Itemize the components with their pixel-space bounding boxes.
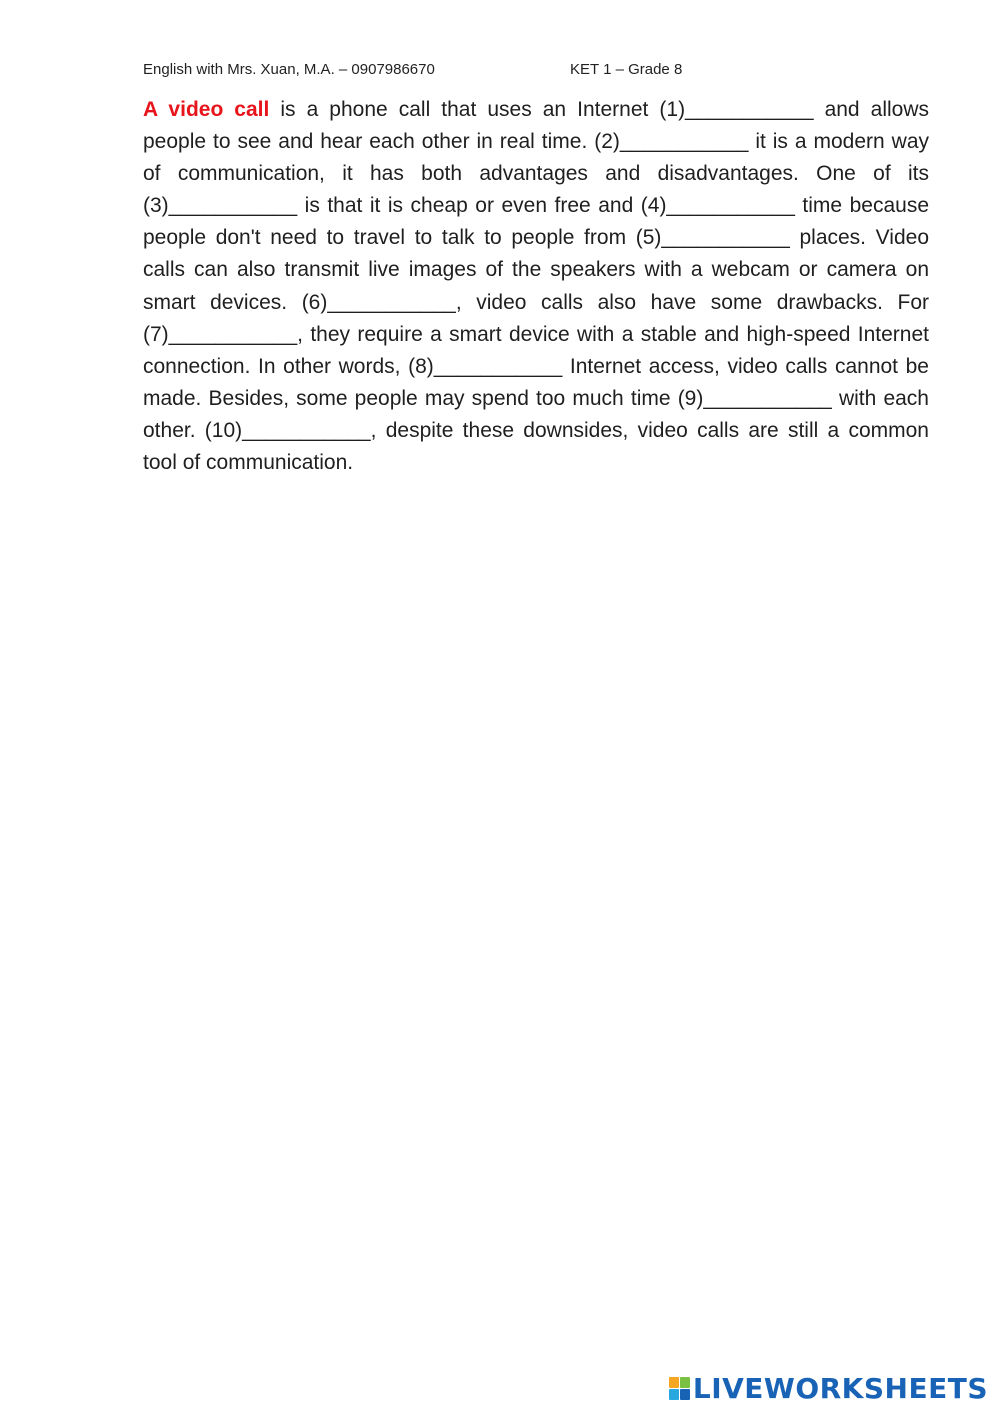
blank-2[interactable]: (2)___________	[594, 130, 749, 154]
header-author: English with Mrs. Xuan, M.A. – 0907986670	[143, 61, 435, 78]
blank-4[interactable]: (4)___________	[640, 194, 795, 218]
blank-5[interactable]: (5)___________	[635, 226, 790, 250]
logo-mark-tile	[680, 1389, 690, 1400]
passage-text-segment: with each other.	[143, 386, 929, 442]
passage-text-segment: and allows people to see and hear each other in real time.	[143, 98, 929, 154]
passage-text-segment: they require a smart device with a stable and high-speed Internet connection. In other words,	[143, 322, 929, 378]
blank-10[interactable]: (10)___________,	[204, 418, 377, 442]
passage-text-segment: is that it is cheap or even free and	[297, 194, 641, 218]
passage-text-segment: despite these downsides, video calls are still a common tool of communication.	[143, 418, 929, 475]
passage-text-segment: video calls also have some drawbacks. For	[461, 290, 929, 314]
logo-mark-tile	[680, 1377, 690, 1388]
passage-term: A video call	[143, 98, 270, 121]
passage-text-segment: time because people don't need to travel to talk to people from	[143, 194, 929, 250]
liveworksheets-logo	[669, 1372, 988, 1404]
blank-6[interactable]: (6)___________,	[301, 290, 462, 314]
passage-text-segment: it is a modern way of communication, it has both advantages and disadvantages. One of its	[143, 130, 929, 186]
passage-text-segment: Internet access, video calls cannot be made. Besides, some people may spend too much time	[143, 354, 929, 410]
blank-1[interactable]: (1)___________	[659, 98, 814, 121]
blank-8[interactable]: (8)___________	[408, 354, 563, 378]
passage-text-segment: places. Video calls can also transmit live images of the speakers with a webcam or camera on smart devices.	[143, 226, 929, 314]
header-course: KET 1 – Grade 8	[570, 61, 683, 78]
page-header	[143, 61, 683, 78]
blank-3[interactable]: (3)___________	[143, 194, 298, 218]
passage-text	[143, 94, 929, 479]
logo-mark-tile	[669, 1377, 679, 1388]
blank-7[interactable]: (7)___________,	[143, 322, 303, 346]
blank-9[interactable]: (9)___________	[677, 386, 832, 410]
logo-mark-icon	[669, 1377, 690, 1400]
logo-mark-tile	[669, 1389, 679, 1400]
passage-text-segment: is a phone call that uses an Internet	[269, 98, 660, 121]
logo-text: LIVEWORKSHEETS	[692, 1371, 988, 1405]
